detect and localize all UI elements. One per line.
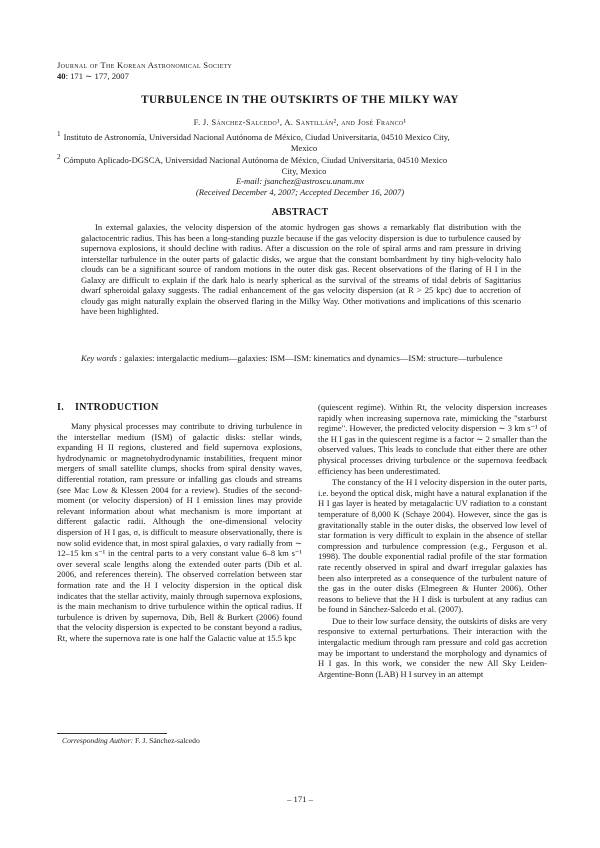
affiliation-1 (57, 129, 551, 154)
journal-header (57, 60, 232, 82)
footnote-text: F. J. Sánchez-salcedo (135, 736, 200, 745)
right-column (318, 402, 547, 679)
journal-name: Journal of The Korean Astronomical Society (57, 60, 233, 70)
author-email: E-mail: jsanchez@astroscu.unam.mx (235, 176, 365, 186)
footnote-rule (57, 733, 167, 734)
section-heading (57, 402, 159, 413)
left-column (57, 421, 302, 643)
affiliation-1-continued: Mexico (290, 142, 318, 153)
affiliation-2 (57, 152, 551, 177)
footnote-label: Corresponding Author: (62, 736, 134, 745)
journal-volume-line (57, 71, 232, 82)
affiliation-1-text: Instituto de Astronomía, Universidad Nacional Autónoma de México, Ciudad Universitaria, 04510 Mexico City, (63, 131, 450, 142)
affiliation-2-continued: City, Mexico (281, 165, 327, 176)
received-dates: (Received December 4, 2007; Accepted December 16, 2007) (195, 187, 405, 197)
section-number: I. (57, 402, 64, 413)
affiliation-1-mark: 1 (57, 130, 61, 138)
left-paragraph: Many physical processes may contribute to driving turbulence in the interstellar medium (ISM) of galactic disks: stellar winds, expanding H II regions, clustered and field supernova explosions, hydrodynamic or magnetohydrodynamic instabilities, frequent minor mergers of small satellite clumps, shocks from spiral density waves, differential rotation, ram pressure or infalling gas clouds and streams (see Mac Low & Klessen 2004 for a review). Studies of the second-moment (or velocity dispersion) of H I emission lines may provide relevant information about what mechanism is more important at different galactic radii. Although the one-dimensional velocity dispersion of H I gas, σ, is difficult to measure observationally, there is now solid evidence that, in most spiral galaxies, σ vary radially from ∼ 12–15 km s⁻¹ in the central parts to a very constant value 6–8 km s⁻¹ over several scale lengths along the extended outer parts (Dib et al. 2006, and references therein). The observed correlation between star formation rate and the H I velocity dispersion in the optical disk indicates that the stellar activity, mainly through supernova explosions, is the main mechanism to drive turbulence within the optical radius. If turbulence is driven by supernova, Dib, Bell & Burkert (2006) found that the velocity dispersion is expected to be constant beyond a radius, Rt, where the supernova rate is one half the Galactic value at 15.5 kpc (57, 421, 302, 643)
affiliation-2-mark: 2 (57, 153, 61, 161)
keywords-text: galaxies: intergalactic medium—galaxies: ISM—ISM: kinematics and dynamics—ISM: structure—turbulence (124, 353, 503, 363)
abstract-text: In external galaxies, the velocity dispersion of the atomic hydrogen gas shows a remarkably flat distribution with the galactocentric radius. This has been a long-standing puzzle because if the gas velocity dispersion is due to turbulence caused by supernova explosions, it should decline with radius. After a discussion on the role of spiral arms and ram pressure in driving interstellar turbulence in the outer parts of galactic disks, we argue that the constant bombardment by tiny high-velocity halo clouds can be a significant source of random motions in the outer disk gas. Recent observations of the flaring of H I in the Galaxy are difficult to explain if the dark halo is nearly spherical as the survival of the streams of tidal debris of Sagittarius dwarf spheroidal galaxy suggests. The radial enhancement of the gas velocity dispersion (at R > 25 kpc) due to accretion of cloudy gas might naturally explain the observed flaring in the Milky Way. Other motivations and implications of this scenario have been highlighted. (81, 222, 521, 316)
journal-volume: 40 (57, 71, 66, 81)
journal-pages: : 171 ∼ 177, 2007 (65, 71, 129, 81)
right-paragraph-3: Due to their low surface density, the outskirts of disks are very responsive to external perturbations. Their interaction with the intergalactic medium through ram pressure and cold gas accretion may be important to understand the morphology and dynamics of H I gas. In this work, we consider the new All Sky Leiden-Argentine-Bonn (LAB) H I survey in an attempt (318, 615, 547, 679)
paper-title: TURBULENCE IN THE OUTSKIRTS OF THE MILKY WAY (141, 94, 459, 106)
right-paragraph-2: The constancy of the H I velocity dispersion in the outer parts, i.e. beyond the optical disk, might have a natural explanation if the H I gas layer is heated by metagalactic UV radiation to a constant temperature of 8,000 K (Schaye 2004). However, since the gas is gravitationally stable in the outer disks, the observed low level of star formation is very difficult to explain in the absence of stellar compression and turbulence compression (e.g., Ferguson et al. 1998). The double exponential radial profile of the star formation rate recently observed in spiral and dwarf irregular galaxies has been also interpreted as a consequence of the turbulent nature of the gas in the outer disks (Elmegreen & Hunter 2006). Other reasons to believe that the H I disk is turbulent at any radius can be found in Sánchez-Salcedo et al. (2007). (318, 477, 547, 615)
keywords-label: Key words : (81, 353, 122, 363)
affiliation-2-text: Cómputo Aplicado-DGSCA, Universidad Nacional Autónoma de México, Ciudad Universitaria, 04510 Mexico (63, 154, 448, 165)
section-title: INTRODUCTION (75, 402, 159, 413)
corresponding-author-footnote (62, 736, 200, 745)
abstract-heading: ABSTRACT (271, 207, 329, 218)
right-paragraph-1: (quiescent regime). Within Rt, the velocity dispersion increases rapidly when increasing supernova rate, mimicking the "starburst regime". However, the predicted velocity dispersion ∼ 3 km s⁻¹ of the H I gas in the quiescent regime is a factor ∼ 2 smaller than the observed values. This leads to conclude that either there are other physical processes driving turbulence or the supernova feedback efficiency has been underestimated. (318, 402, 547, 476)
abstract-body (81, 222, 521, 317)
keywords (81, 353, 521, 364)
page-number: – 171 – (287, 794, 313, 804)
author-list: F. J. Sánchez-Salcedo¹, A. Santillán², and José Franco¹ (193, 117, 407, 127)
